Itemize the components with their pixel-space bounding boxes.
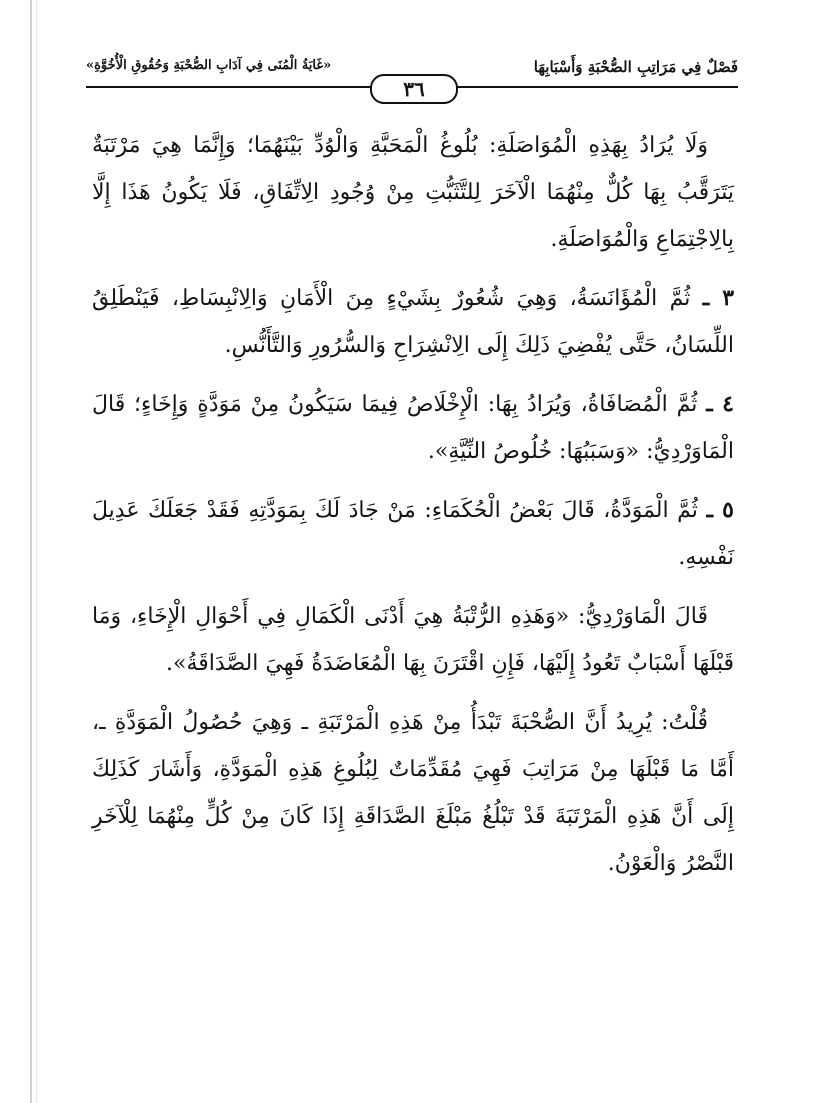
paragraph-text: ثُمَّ الْمَوَدَّةُ، قَالَ بَعْضُ الْحُكَمَاءِ: مَنْ جَادَ لَكَ بِمَوَدَّتِهِ فَقَدْ جَعَلَكَ عَدِيلَ نَفْسِهِ.	[92, 498, 734, 570]
body-text	[92, 122, 734, 887]
book-title: «غَايَةُ الْمُنَى فِي آدَابِ الصُّحْبَةِ وَحُقُوقِ الْأُخُوَّةِ»	[86, 58, 332, 73]
page-number: ٣٦	[370, 74, 458, 104]
paragraph-5	[92, 593, 734, 687]
paragraph-2	[92, 275, 734, 369]
list-number: ٣ ـ	[702, 285, 735, 311]
paragraph-text: وَلَا يُرَادُ بِهَذِهِ الْمُوَاصَلَةِ: بُلُوغُ الْمَحَبَّةِ وَالْوُدِّ بَيْنَهُمَا؛ وَإِنَّمَا هِيَ مَرْتَبَةٌ يَتَرَقَّبُ بِهَا كُلٌّ مِنْهُمَا الْآخَرَ لِلتَّثَبُّتِ مِنْ وُجُودِ الِاتِّفَاقِ، فَلَا يَكُونُ هَذَا إِلَّا بِالِاجْتِمَاعِ وَالْمُوَاصَلَةِ.	[92, 133, 734, 252]
scan-edge-secondary	[36, 0, 37, 1103]
page-header	[86, 58, 738, 101]
paragraph-text: قُلْتُ: يُرِيدُ أَنَّ الصُّحْبَةَ تَبْدَأُ مِنْ هَذِهِ الْمَرْتَبَةِ ـ وَهِيَ حُصُولُ الْمَوَدَّةِ ـ، أَمَّا مَا قَبْلَهَا مِنْ مَرَاتِبَ فَهِيَ مُقَدِّمَاتٌ لِبُلُوغِ هَذِهِ الْمَوَدَّةِ، وَأَشَارَ كَذَلِكَ إِلَى أَنَّ هَذِهِ الْمَرْتَبَةَ قَدْ تَبْلُغُ مَبْلَغَ الصَّدَاقَةِ إِذَا كَانَ مِنْ كُلٍّ مِنْهُمَا لِلْآخَرِ النَّصْرُ وَالْعَوْنُ.	[92, 710, 734, 876]
chapter-title: فَصْلٌ فِي مَرَاتِبِ الصُّحْبَةِ وَأَسْبَابِهَا	[533, 58, 738, 76]
paragraph-6	[92, 699, 734, 887]
paragraph-text: ثُمَّ الْمُصَافَاةُ، وَيُرَادُ بِهَا: الْإِخْلَاصُ فِيمَا سَيَكُونُ مِنْ مَوَدَّةٍ وَإِخَاءٍ؛ قَالَ الْمَاوَرْدِيُّ: «وَسَبَبُهَا: خُلُوصُ النِّيَّةِ».	[92, 392, 734, 464]
paragraph-text: قَالَ الْمَاوَرْدِيُّ: «وَهَذِهِ الرُّتْبَةُ هِيَ أَدْنَى الْكَمَالِ فِي أَحْوَالِ الْإِخَاءِ، وَمَا قَبْلَهَا أَسْبَابٌ تَعُودُ إِلَيْهَا، فَإِنِ اقْتَرَنَ بِهَا الْمُعَاضَدَةُ فَهِيَ الصَّدَاقَةُ».	[92, 604, 734, 676]
paragraph-3	[92, 381, 734, 475]
paragraph-4	[92, 487, 734, 581]
paragraph-1	[92, 122, 734, 263]
scan-edge	[30, 0, 32, 1103]
list-number: ٥ ـ	[706, 497, 734, 523]
list-number: ٤ ـ	[706, 391, 734, 417]
paragraph-text: ثُمَّ الْمُؤَانَسَةُ، وَهِيَ شُعُورٌ بِشَيْءٍ مِنَ الْأَمَانِ وَالِانْبِسَاطِ، فَيَنْطَلِقُ اللِّسَانُ، حَتَّى يُفْضِيَ ذَلِكَ إِلَى الِانْشِرَاحِ وَالسُّرُورِ وَالتَّأَنُّسِ.	[92, 286, 734, 358]
